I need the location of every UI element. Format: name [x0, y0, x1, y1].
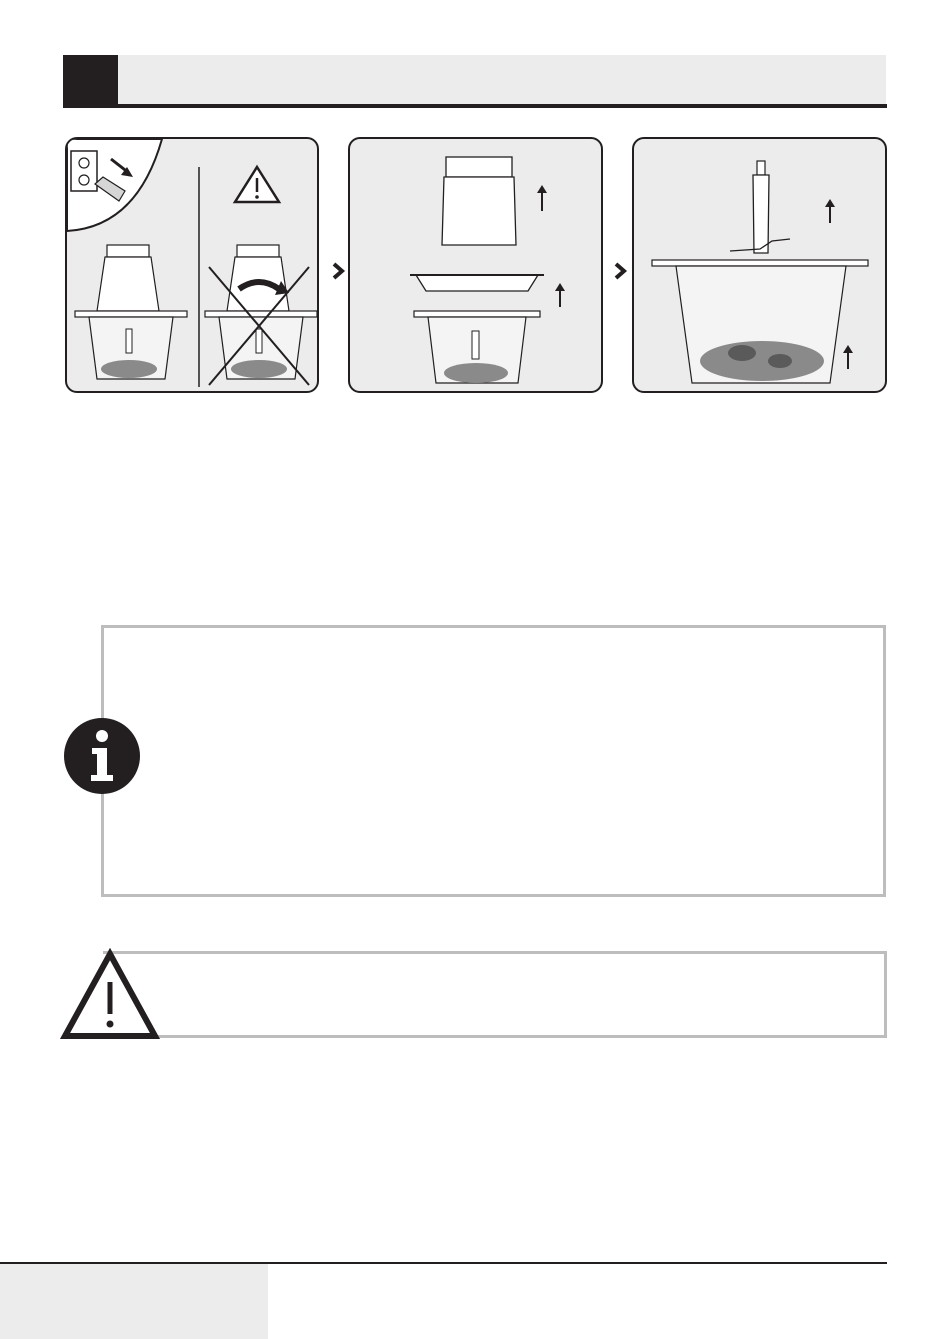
step-2-panel [348, 137, 603, 393]
arrow-up-icon [555, 283, 565, 307]
chopper-no-rotate-illustration [205, 245, 317, 385]
arrow-up-icon [843, 345, 853, 369]
bowl-illustration [414, 311, 540, 383]
info-note-box [101, 625, 886, 897]
warning-note-box [103, 951, 887, 1038]
bowl-illustration [652, 260, 868, 383]
section-header-bar [63, 55, 886, 105]
warning-triangle-icon [60, 948, 160, 1040]
footer-tab [0, 1264, 268, 1339]
step-3-panel [632, 137, 887, 393]
lid-illustration [410, 275, 544, 291]
section-number-block [63, 55, 118, 105]
motor-unit-illustration [442, 157, 516, 245]
arrow-up-icon [537, 185, 547, 211]
warning-triangle-icon [235, 167, 279, 202]
step-1-panel [65, 137, 319, 393]
chevron-right-icon [330, 261, 348, 281]
chevron-right-icon [612, 261, 630, 281]
unplug-icon [67, 139, 162, 231]
info-icon [63, 717, 141, 795]
blade-shaft-illustration [730, 161, 790, 253]
arrow-up-icon [825, 199, 835, 223]
header-rule [63, 104, 887, 108]
chopper-illustration [75, 245, 187, 379]
